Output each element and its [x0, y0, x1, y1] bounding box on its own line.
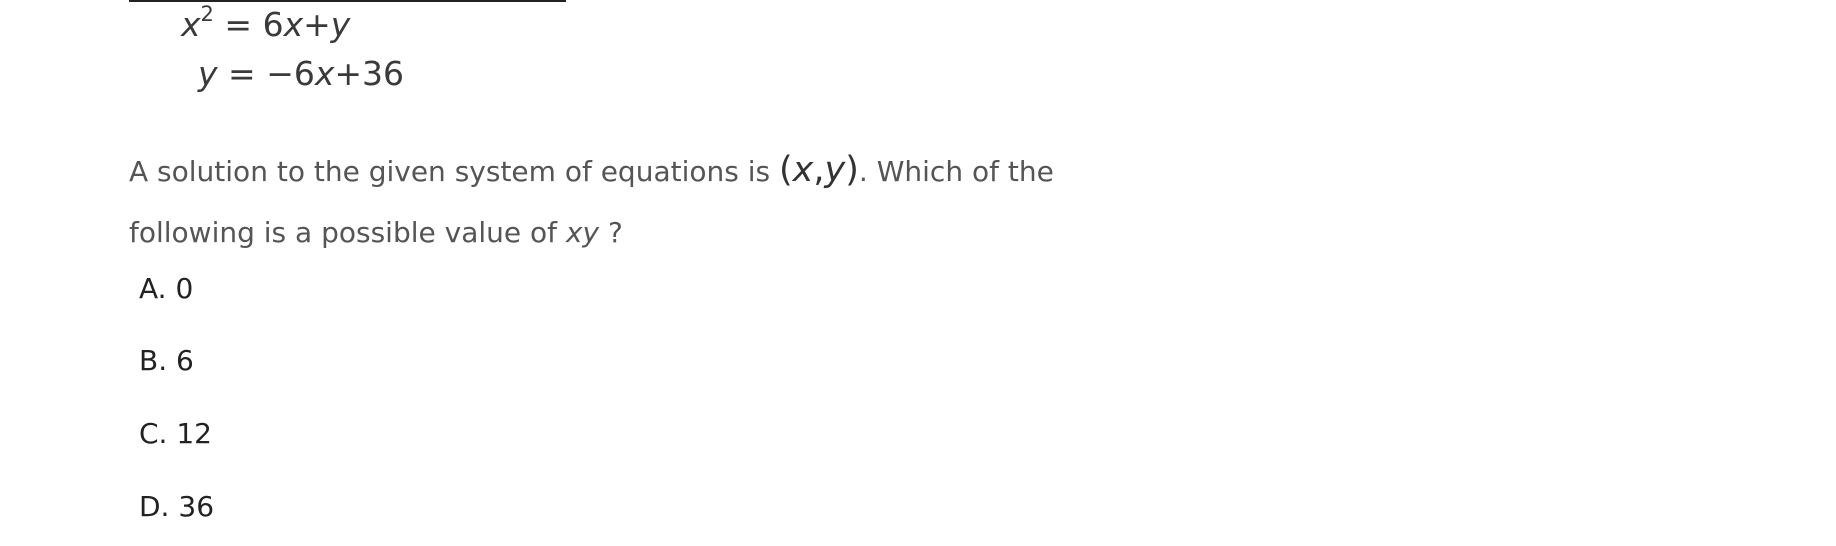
answer-choice-c[interactable] [139, 417, 212, 450]
pair-y: y [824, 150, 846, 190]
question-line-1 [129, 140, 1129, 202]
question-line-2 [129, 202, 1129, 263]
eq1-var-y: y [330, 5, 351, 44]
eq2-var-x: x [314, 54, 335, 93]
choice-a-letter: A. [139, 272, 167, 305]
choice-b-letter: B. [139, 344, 168, 377]
pair-open-paren: ( [779, 150, 793, 190]
choice-c-letter: C. [139, 417, 168, 450]
equation-1 [181, 2, 351, 44]
pair-x: x [792, 150, 814, 190]
eq2-lhs-var: y [198, 54, 218, 93]
question-text [129, 140, 1129, 263]
answer-choice-d[interactable] [139, 490, 215, 523]
question-line-2-text: following is a possible value of [129, 216, 566, 249]
eq1-lhs-var: x [181, 5, 201, 44]
eq2-constant: 36 [362, 54, 405, 93]
question-line-1-end: . Which of the [858, 155, 1054, 188]
eq1-equals: = [224, 5, 253, 44]
answer-choice-b[interactable] [139, 344, 194, 377]
question-line-1-text: A solution to the given system of equations is [129, 155, 780, 188]
eq1-exponent: 2 [200, 2, 214, 26]
pair-comma: , [813, 150, 825, 190]
eq2-plus: + [334, 54, 363, 93]
eq2-equals: = [228, 54, 256, 93]
pair-close-paren: ) [845, 150, 859, 190]
answer-choice-a[interactable] [139, 272, 194, 305]
eq2-coefficient: −6 [266, 54, 315, 93]
choice-b-value: 6 [176, 344, 194, 377]
eq1-coefficient: 6 [262, 5, 284, 44]
question-line-2-end: ? [599, 216, 623, 249]
choice-d-value: 36 [178, 490, 215, 523]
eq1-var-x: x [283, 5, 304, 44]
top-divider [129, 0, 566, 2]
equation-2 [198, 54, 405, 93]
question-variable-xy: xy [565, 216, 600, 249]
choice-c-value: 12 [176, 417, 212, 450]
choice-a-value: 0 [175, 272, 194, 305]
choice-d-letter: D. [139, 490, 170, 523]
eq1-plus: + [303, 5, 331, 44]
solution-pair [779, 150, 859, 190]
